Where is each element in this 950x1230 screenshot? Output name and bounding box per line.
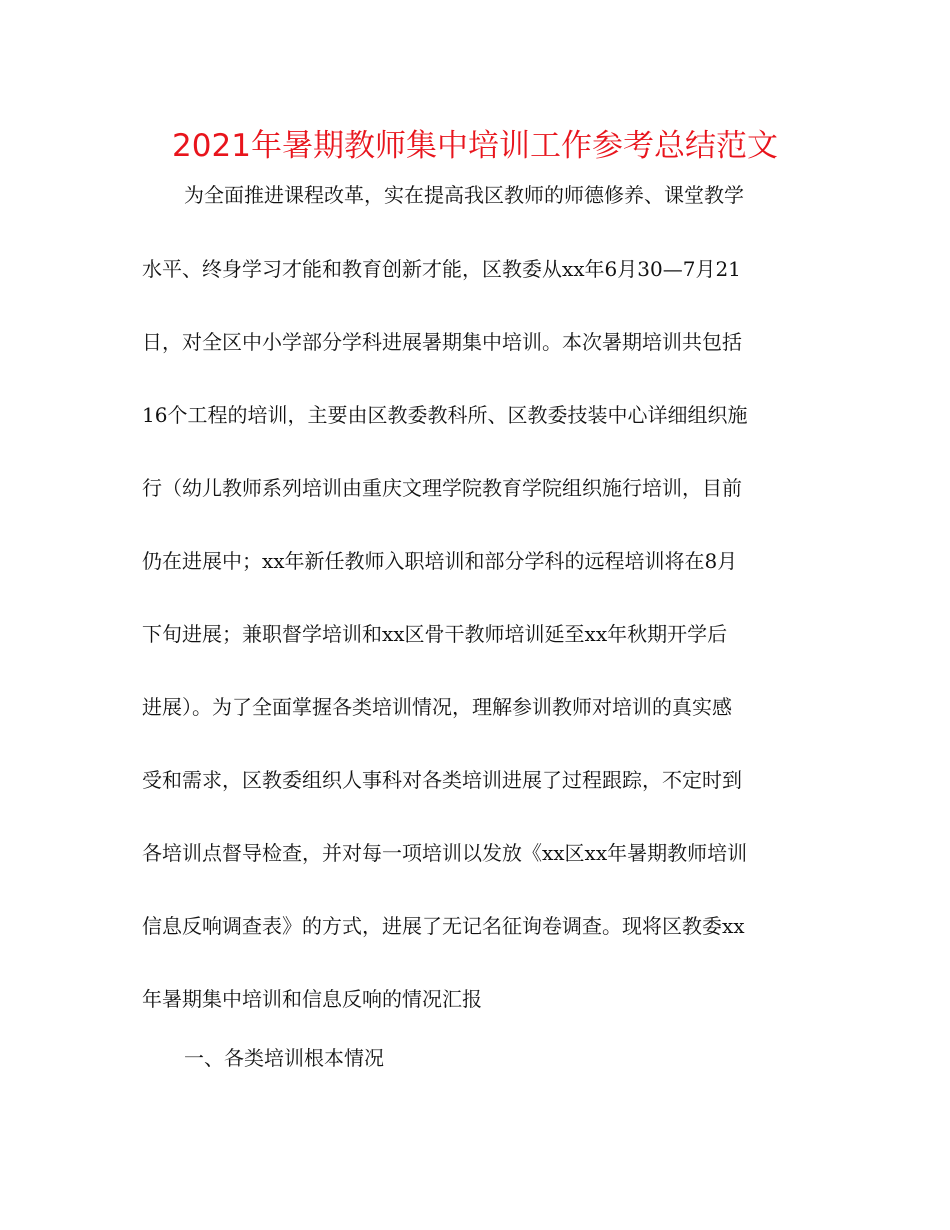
paragraph-line: 水平、终身学习才能和教育创新才能，区教委从xx年6月30—7月21 xyxy=(142,257,741,281)
paragraph-line: 为全面推进课程改革，实在提高我区教师的师德修养、课堂教学 xyxy=(184,183,744,207)
paragraph-line: 16个工程的培训，主要由区教委教科所、区教委技装中心详细组织施 xyxy=(142,403,748,427)
paragraph-line: 仍在进展中；xx年新任教师入职培训和部分学科的远程培训将在8月 xyxy=(142,549,738,573)
paragraph-line: 日，对全区中小学部分学科进展暑期集中培训。本次暑期培训共包括 xyxy=(142,330,742,354)
document-title: 2021年暑期教师集中培训工作参考总结范文 xyxy=(172,128,778,164)
paragraph-line: 信息反响调查表》的方式，进展了无记名征询卷调查。现将区教委xx xyxy=(142,914,745,938)
paragraph-line: 行（幼儿教师系列培训由重庆文理学院教育学院组织施行培训，目前 xyxy=(142,476,742,500)
section-heading: 一、各类培训根本情况 xyxy=(184,1046,384,1070)
paragraph-line: 下旬进展；兼职督学培训和xx区骨干教师培训延至xx年秋期开学后 xyxy=(142,622,728,646)
paragraph-line: 各培训点督导检查，并对每一项培训以发放《xx区xx年暑期教师培训 xyxy=(142,841,748,865)
paragraph-line: 年暑期集中培训和信息反响的情况汇报 xyxy=(142,987,482,1011)
paragraph-line: 进展）。为了全面掌握各类培训情况，理解参训教师对培训的真实感 xyxy=(142,695,732,719)
paragraph-line: 受和需求，区教委组织人事科对各类培训进展了过程跟踪，不定时到 xyxy=(142,768,742,792)
